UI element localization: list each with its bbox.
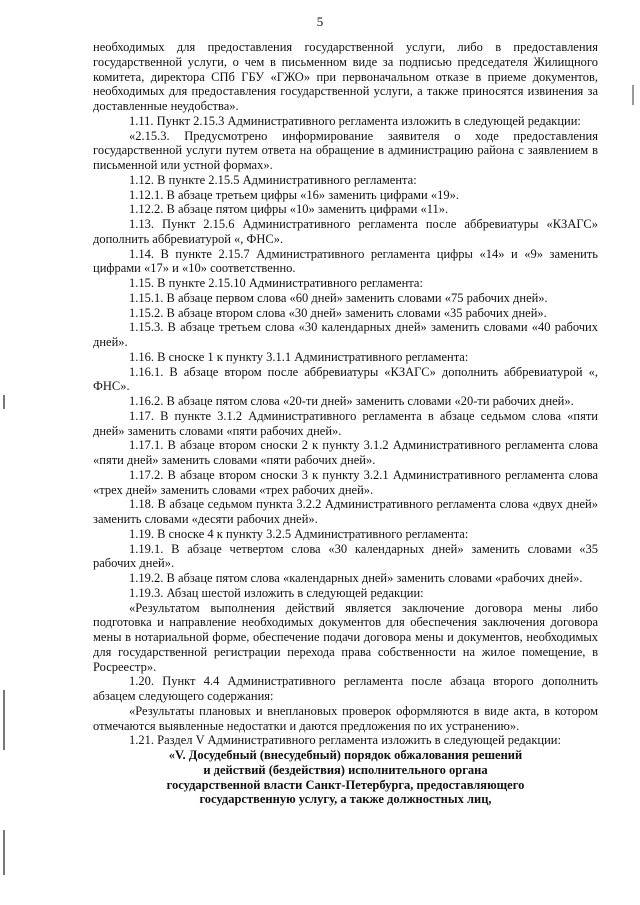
paragraph: 1.15.1. В абзаце первом слова «60 дней» заменить словами «75 рабочих дней». xyxy=(129,290,548,305)
paragraph: 1.14. В пункте 2.15.7 Административного регламента цифры «14» и «9» заменить цифрами «17» и «10» соответственно. xyxy=(93,246,598,276)
section-heading-line: и действий (бездействия) исполнительного органа xyxy=(203,762,488,777)
section-heading-line: «V. Досудебный (внесудебный) порядок обжалования решений xyxy=(168,748,523,762)
paragraph: 1.11. Пункт 2.15.3 Административного регламента изложить в следующей редакции: xyxy=(129,113,581,128)
paragraph: 1.12.2. В абзаце пятом цифры «10» заменить цифрами «11». xyxy=(129,202,449,217)
paragraph: необходимых для предоставления государственной услуги, либо в предоставления государственной услуги, о чем в письменном виде за подписью председателя Жилищного комитета, директора СПб ГБУ «ГЖО» при первоначальном отказе в приеме документов, необходимых для предоставления государственной услуги, а также приносятся извинения за доставленные неудобства». xyxy=(93,40,598,113)
paragraph: «2.15.3. Предусмотрено информирование заявителя о ходе предоставления государственной услуги путем ответа на обращение в администрацию района с заявлением в письменной или устной формах». xyxy=(93,128,598,172)
scan-margin-mark xyxy=(3,395,5,409)
paragraph: 1.19.1. В абзаце четвертом слова «30 календарных дней» заменить словами «35 рабочих дней». xyxy=(93,541,598,571)
paragraph: 1.13. Пункт 2.15.6 Административного регламента после аббревиатуры «КЗАГС» дополнить аббревиатурой «, ФНС». xyxy=(93,217,598,246)
section-heading-line: государственной власти Санкт-Петербурга, предоставляющего xyxy=(166,777,525,792)
paragraph: «Результатом выполнения действий является заключение договора мены либо подготовка и направление необходимых документов для обеспечения заключения договора мены в нотариальной форме, обеспечение подачи договора мены и документов, необходимых для государственной регистрации перехода права собственности на жилое помещение, в Росреестр». xyxy=(93,600,598,674)
paragraph: 1.20. Пункт 4.4 Административного регламента после абзаца второго дополнить абзацем следующего содержания: xyxy=(93,674,598,703)
paragraph: 1.15. В пункте 2.15.10 Административного регламента: xyxy=(129,276,423,290)
paragraph: 1.16. В сноске 1 к пункту 3.1.1 Административного регламента: xyxy=(129,349,469,364)
document-body xyxy=(93,40,598,807)
scan-margin-mark xyxy=(3,830,5,875)
scan-margin-mark xyxy=(632,85,634,105)
paragraph: 1.12.1. В абзаце третьем цифры «16» заменить цифрами «19». xyxy=(129,187,459,202)
paragraph: 1.16.1. В абзаце втором после аббревиатуры «КЗАГС» дополнить аббревиатурой «, ФНС». xyxy=(93,364,598,394)
paragraph: 1.17. В пункте 3.1.2 Административного регламента в абзаце седьмом слова «пяти дней» заменить словами «пяти рабочих дней». xyxy=(93,408,598,438)
paragraph: 1.21. Раздел V Административного регламента изложить в следующей редакции: xyxy=(129,733,561,748)
page-number: 5 xyxy=(316,14,324,29)
paragraph: 1.12. В пункте 2.15.5 Административного регламента: xyxy=(129,172,417,187)
paragraph: 1.16.2. В абзаце пятом слова «20-ти дней» заменить словами «20-ти рабочих дней». xyxy=(129,394,574,408)
paragraph: 1.17.2. В абзаце втором сноски 3 к пункту 3.2.1 Административного регламента слова «трех дней» заменить словами «трех рабочих дней». xyxy=(93,467,598,497)
scan-margin-mark xyxy=(3,690,5,750)
section-heading-line: государственную услугу, а также должностных лиц, xyxy=(199,792,492,807)
paragraph: 1.18. В абзаце седьмом пункта 3.2.2 Административного регламента слова «двух дней» заменить словами «десяти рабочих дней». xyxy=(93,497,598,526)
paragraph: 1.15.2. В абзаце втором слова «30 дней» заменить словами «35 рабочих дней». xyxy=(129,305,547,320)
paragraph: 1.19.3. Абзац шестой изложить в следующей редакции: xyxy=(129,585,424,600)
paragraph: 1.15.3. В абзаце третьем слова «30 календарных дней» заменить словами «40 рабочих дней». xyxy=(93,320,598,349)
paragraph: «Результаты плановых и внеплановых проверок оформляются в виде акта, в котором отмечаются выявленные недостатки и даются предложения по их устранению». xyxy=(93,703,598,733)
paragraph: 1.19.2. В абзаце пятом слова «календарных дней» заменить словами «рабочих дней». xyxy=(129,571,583,585)
paragraph: 1.17.1. В абзаце втором сноски 2 к пункту 3.1.2 Административного регламента слова «пяти дней» заменить словами «пяти рабочих дней». xyxy=(93,438,598,467)
paragraph: 1.19. В сноске 4 к пункту 3.2.5 Административного регламента: xyxy=(129,526,469,541)
